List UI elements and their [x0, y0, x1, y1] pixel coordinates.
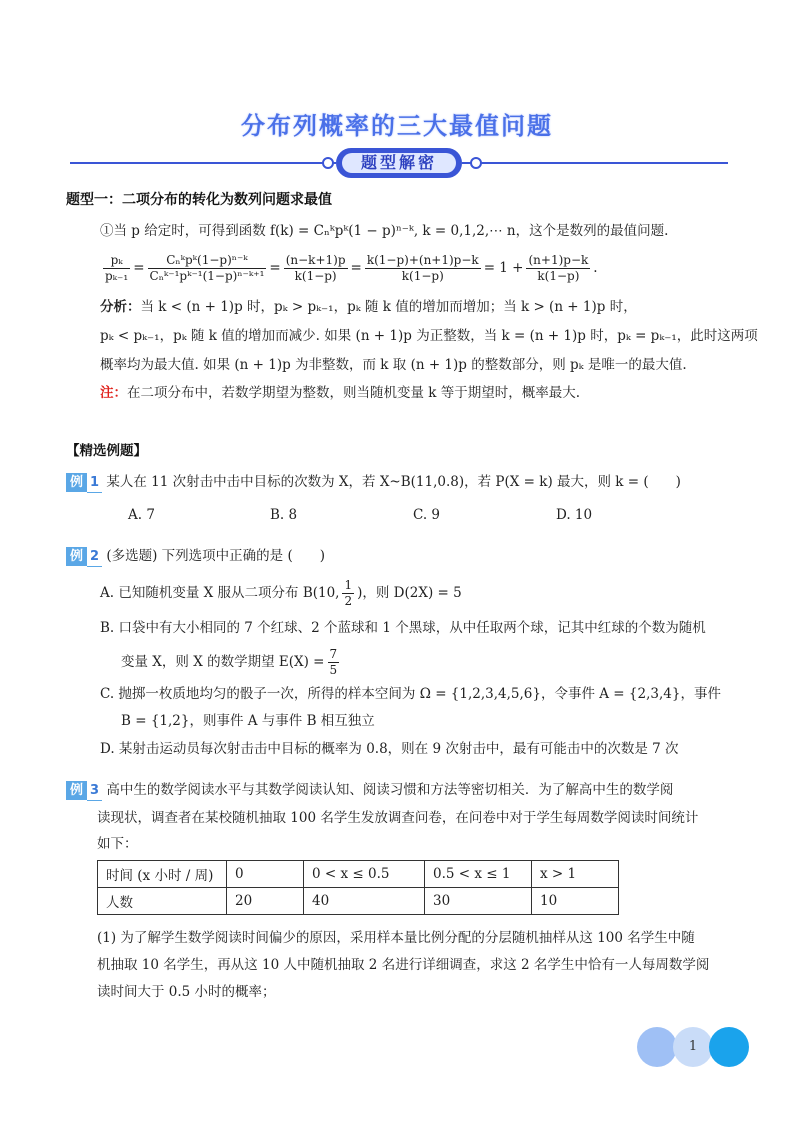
ratio-frac-2: $\frac{(n-k+1)p}{k(1-p)}$: [285, 252, 346, 283]
analysis-label: 分析：: [100, 299, 141, 315]
section-banner: [336, 148, 462, 178]
ex2-option-b-line-2: 变量 X，则 X 的数学期望 E(X) = $\frac{7}{5}$: [121, 646, 338, 677]
ratio-lhs: $\frac{\text{pₖ}}{\text{pₖ₋₁}}$: [105, 252, 129, 283]
example-1: 例 1 某人在 11 次射击中击中目标的次数为 X，若 X~B(11,0.8)，若 P(X = k) 最大，则 k = ( ): [66, 472, 681, 492]
divider-right: [462, 162, 728, 164]
type1-heading: 题型一：二项分布的转化为数列问题求最值: [66, 192, 332, 208]
page-number: 1: [688, 1039, 698, 1054]
table-cell: 0: [227, 861, 304, 888]
ex2-option-a: A. 已知随机变量 X 服从二项分布 B(10, $\frac{1}{2}$ )，则 D(2X) = 5: [100, 577, 462, 608]
note-label: 注：: [100, 385, 127, 401]
note-line: 注：在二项分布中，若数学期望为整数，则当随机变量 k 等于期望时，概率最大.: [100, 385, 581, 401]
table-cell: x > 1: [532, 861, 619, 888]
table-cell: 10: [532, 888, 619, 915]
table-cell: 0 < x ≤ 0.5: [304, 861, 425, 888]
example-2-badge: 例 2: [66, 547, 102, 566]
ex1-option-d: D. 10: [556, 507, 593, 523]
example-2: 例 2 (多选题) 下列选项中正确的是 ( ): [66, 546, 325, 566]
ex3-q1-line-1: (1) 为了解学生数学阅读时间偏少的原因，采用样本量比例分配的分层随机抽样从这 100 名学生中随: [97, 930, 695, 946]
analysis-line-3: 概率均为最大值. 如果 (n + 1)p 为非整数，而 k 取 (n + 1)p 的整数部分，则 pₖ 是唯一的最大值.: [100, 357, 687, 373]
page-circle-right: [709, 1027, 749, 1067]
ex2-option-c-line-1: C. 抛掷一枚质地均匀的骰子一次，所得的样本空间为 Ω = {1,2,3,4,5,6}，令事件 A = {2,3,4}，事件: [100, 686, 721, 702]
table-cell: 40: [304, 888, 425, 915]
example-1-badge: 例 1: [66, 473, 102, 492]
ratio-frac-4: $\frac{(n+1)p-k}{k(1-p)}$: [528, 252, 589, 283]
ratio-frac-3: $\frac{k(1-p)+(n+1)p-k}{k(1-p)}$: [366, 252, 479, 283]
example-3: 例 3 高中生的数学阅读水平与其数学阅读认知、阅读习惯和方法等密切相关．为了解高中生的数学阅: [66, 780, 673, 800]
ex1-option-b: B. 8: [270, 507, 298, 523]
table-cell: 0.5 < x ≤ 1: [425, 861, 532, 888]
divider-dot-right: [470, 157, 482, 169]
reading-time-table: [97, 860, 619, 915]
function-line: ①当 p 给定时，可得到函数 f(k) = Cₙᵏpᵏ(1 − p)ⁿ⁻ᵏ, k = 0,1,2,⋯ n，这个是数列的最值问题.: [100, 223, 669, 239]
table-cell: 30: [425, 888, 532, 915]
analysis-line-2: pₖ < pₖ₋₁，pₖ 随 k 值的增加而减少. 如果 (n + 1)p 为正整数，当 k = (n + 1)p 时，pₖ = pₖ₋₁，此时这两项: [100, 328, 758, 344]
table-row: [98, 861, 619, 888]
example-3-badge: 例 3: [66, 781, 102, 800]
ex1-option-a: A. 7: [128, 507, 155, 523]
analysis-line-1: 分析：当 k < (n + 1)p 时，pₖ > pₖ₋₁，pₖ 随 k 值的增加而增加；当 k > (n + 1)p 时，: [100, 299, 637, 315]
ratio-frac-1: $\frac{\text{Cₙᵏpᵏ(1−p)ⁿ⁻ᵏ}}{\text{Cₙᵏ⁻¹pᵏ⁻¹(1−p)ⁿ⁻ᵏ⁺¹}}$: [149, 252, 265, 283]
ex3-line-2: 读现状，调查者在某校随机抽取 100 名学生发放调查问卷，在问卷中对于学生每周数学阅读时间统计: [97, 810, 699, 826]
ex2-option-c-line-2: B = {1,2}，则事件 A 与事件 B 相互独立: [121, 713, 375, 729]
table-cell: 时间 (x 小时 / 周): [98, 861, 227, 888]
banner-label: 题型解密: [342, 153, 456, 173]
page-title: 分布列概率的三大最值问题: [241, 112, 553, 140]
table-row: [98, 888, 619, 915]
ex1-option-c: C. 9: [413, 507, 441, 523]
ex3-q1-line-3: 读时间大于 0.5 小时的概率；: [97, 984, 276, 1000]
examples-heading: 【精选例题】: [66, 443, 147, 459]
ex2-option-d: D. 某射击运动员每次射击击中目标的概率为 0.8，则在 9 次射击中，最有可能击中的次数是 7 次: [100, 741, 679, 757]
ex3-q1-line-2: 机抽取 10 名学生，再从这 10 人中随机抽取 2 名进行详细调查，求这 2 名学生中恰有一人每周数学阅: [97, 957, 710, 973]
ex2-option-b-line-1: B. 口袋中有大小相同的 7 个红球、2 个蓝球和 1 个黑球，从中任取两个球，记其中红球的个数为随机: [100, 620, 706, 636]
ex3-line-3: 如下：: [97, 836, 138, 852]
page-circle-left: [637, 1027, 677, 1067]
ratio-formula: $\frac{\text{pₖ}}{\text{pₖ₋₁}}$ = $\frac{\text{Cₙᵏpᵏ(1−p)ⁿ⁻ᵏ}}{\text{Cₙᵏ⁻¹pᵏ⁻¹(1−p)ⁿ⁻ᵏ⁺¹}}$ = $\frac{(n-k+1)p}{k(1-p)}$ = $\frac{k(1-p)+(n+1)p-k}{k(1-p)}$ = 1 + $\frac{(n+1)p-k}{k(1-p)}$ .: [105, 252, 598, 283]
table-cell: 20: [227, 888, 304, 915]
divider-left: [70, 162, 336, 164]
table-cell: 人数: [98, 888, 227, 915]
divider-dot-left: [322, 157, 334, 169]
